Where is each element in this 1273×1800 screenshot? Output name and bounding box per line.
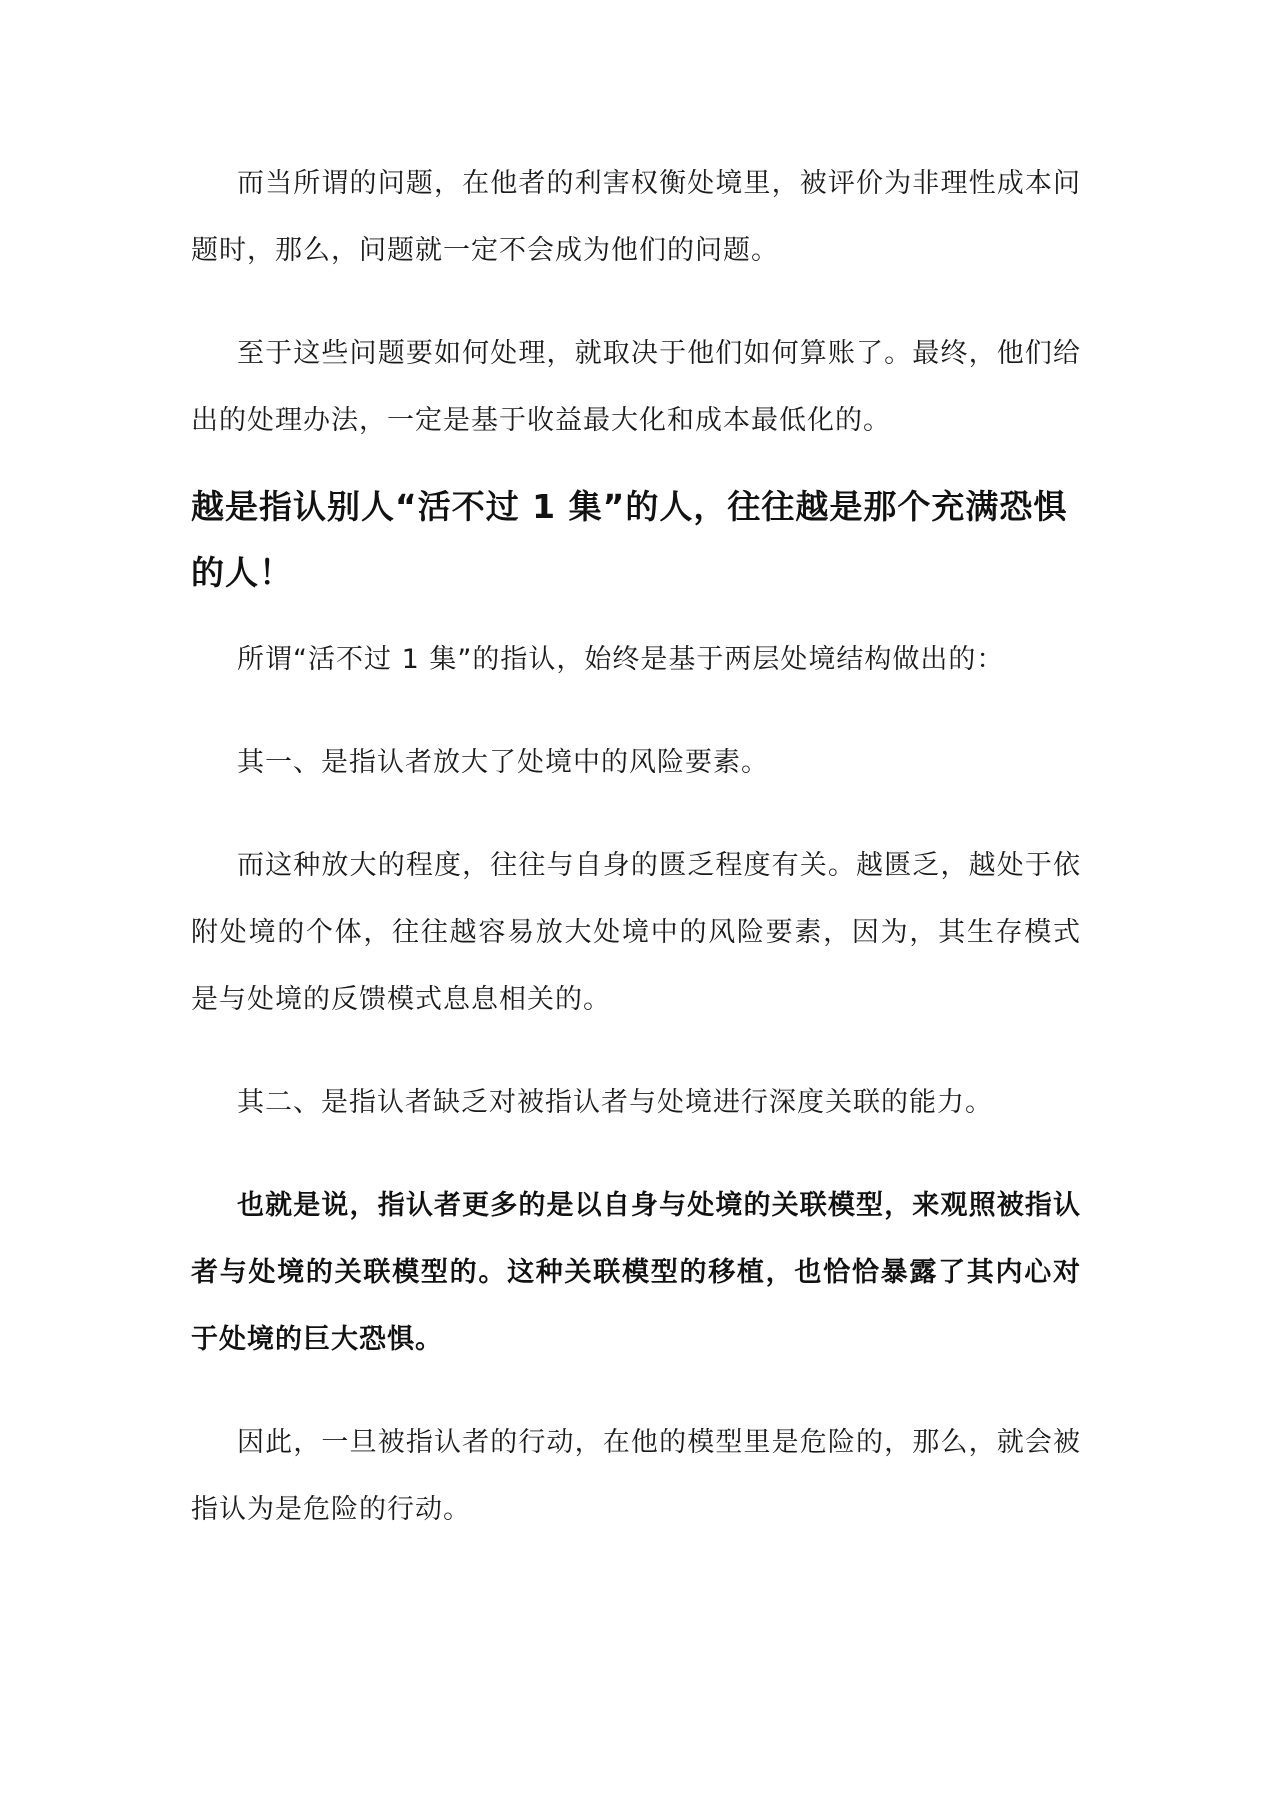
- paragraph-emphasis: 也就是说，指认者更多的是以自身与处境的关联模型，来观照被指认者与处境的关联模型的。这种关联模型的移植，也恰恰暴露了其内心对于处境的巨大恐惧。: [191, 1190, 1081, 1355]
- paragraph-intro: 所谓“活不过 1 集”的指认，始终是基于两层处境结构做出的：: [237, 644, 1005, 675]
- spacer: [191, 1373, 1081, 1409]
- spacer: [191, 693, 1081, 729]
- paragraph-scarcity: 而这种放大的程度，往往与自身的匮乏程度有关。越匮乏，越处于依附处境的个体，往往越容易放大处境中的风险要素，因为，其生存模式是与处境的反馈模式息息相关的。: [191, 850, 1081, 1015]
- section-heading: 越是指认别人“活不过 1 集”的人，往往越是那个充满恐惧的人！: [191, 487, 1068, 592]
- spacer: [191, 796, 1081, 832]
- spacer: [191, 284, 1081, 320]
- paragraph-point-one: 其一、是指认者放大了处境中的风险要素。: [237, 747, 769, 778]
- spacer: [191, 454, 1081, 474]
- paragraph-problem-cost: 而当所谓的问题，在他者的利害权衡处境里，被评价为非理性成本问题时，那么，问题就一定不会成为他们的问题。: [191, 168, 1081, 266]
- paragraph-settlement: 至于这些问题要如何处理，就取决于他们如何算账了。最终，他们给出的处理办法，一定是基于收益最大化和成本最低化的。: [191, 338, 1081, 436]
- paragraph-conclusion: 因此，一旦被指认者的行动，在他的模型里是危险的，那么，就会被指认为是危险的行动。: [191, 1427, 1081, 1525]
- spacer: [191, 606, 1081, 626]
- document-page: [191, 150, 1081, 1543]
- paragraph-point-two: 其二、是指认者缺乏对被指认者与处境进行深度关联的能力。: [237, 1087, 993, 1118]
- spacer: [191, 1136, 1081, 1172]
- spacer: [191, 1033, 1081, 1069]
